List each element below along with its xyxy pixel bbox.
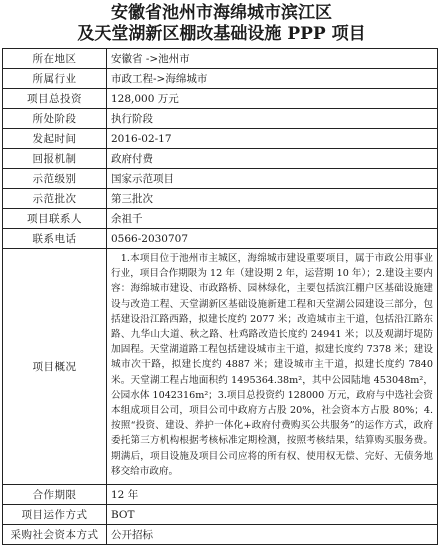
row-location — [3, 49, 438, 69]
industry-value: 市政工程->海绵城市 — [107, 69, 438, 89]
term-value: 12 年 — [107, 485, 438, 505]
row-operation-mode — [3, 505, 438, 525]
demo-batch-label: 示范批次 — [3, 189, 107, 209]
row-contact — [3, 209, 438, 229]
row-demo-level — [3, 169, 438, 189]
phone-label: 联系电话 — [3, 229, 107, 249]
procurement-label: 采购社会资本方式 — [3, 525, 107, 545]
title-line-1: 安徽省池州市海绵城市滨江区 — [111, 3, 332, 23]
row-investment — [3, 89, 438, 109]
title-line-2: 及天堂湖新区棚改基础设施 PPP 项目 — [77, 24, 366, 44]
row-industry — [3, 69, 438, 89]
overview-value: 1.本项目位于池州市主城区，海绵城市建设重要项目，属于市政公用事业行业，项目合作期限为 12 年（建设期 2 年，运营期 10 年）；2.建设主要内容：海绵城市建设、市政路桥、园林绿化，主要包括滨江棚户区基础设施建设与改造工程、天堂湖新区基础设施新建工程和天堂湖公园建设三部分，包括建设沿江路西路，拟建长度约 2077 米；改造城市主干道，包括沿江路东路、九华山大道、秋之路、杜鸡路改造长度约 24941 米；以及观湖圩堤防加固程。天堂湖道路工程包括建设城市主干道，拟建长度约 7378 米；建设城市次干路，拟建长度约 4887 米；建设城市主干道，拟建长度约 7840 米。天堂湖工程占地面积约 1495364.38m²，其中公园陆地 453048m²，公园水体 1042316m²；3.项目总投资约 128000 万元，政府与中选社会资本组成项目公司，项目公司中政府方占股 20%，社会资本方占股 80%；4.按照“投资、建设、养护一体化+政府付费购买公共服务”的运作方式，政府委托第三方机构根据考核标准定期检测，按照考核结果，结算购买服务费。期满后，项目设施及项目公司应将的所有权、使用权无偿、完好、无债务地移交给市政府。 — [107, 249, 438, 485]
demo-batch-value: 第三批次 — [107, 189, 438, 209]
location-value: 安徽省 ->池州市 — [107, 49, 438, 69]
phone-value: 0566-2030707 — [107, 229, 438, 249]
demo-level-value: 国家示范项目 — [107, 169, 438, 189]
industry-label: 所属行业 — [3, 69, 107, 89]
demo-level-label: 示范级别 — [3, 169, 107, 189]
return-mechanism-value: 政府付费 — [107, 149, 438, 169]
row-overview — [3, 249, 438, 485]
document-title — [0, 0, 443, 46]
row-stage — [3, 109, 438, 129]
return-mechanism-label: 回报机制 — [3, 149, 107, 169]
overview-label: 项目概况 — [3, 249, 107, 485]
stage-value: 执行阶段 — [107, 109, 438, 129]
row-publish-date — [3, 129, 438, 149]
procurement-value: 公开招标 — [107, 525, 438, 545]
publish-date-label: 发起时间 — [3, 129, 107, 149]
contact-label: 项目联系人 — [3, 209, 107, 229]
row-demo-batch — [3, 189, 438, 209]
investment-label: 项目总投资 — [3, 89, 107, 109]
investment-value: 128,000 万元 — [107, 89, 438, 109]
location-label: 所在地区 — [3, 49, 107, 69]
contact-value: 余祖千 — [107, 209, 438, 229]
publish-date-value: 2016-02-17 — [107, 129, 438, 149]
project-info-table — [2, 48, 438, 545]
row-phone — [3, 229, 438, 249]
operation-mode-label: 项目运作方式 — [3, 505, 107, 525]
row-term — [3, 485, 438, 505]
operation-mode-value: BOT — [107, 505, 438, 525]
stage-label: 所处阶段 — [3, 109, 107, 129]
term-label: 合作期限 — [3, 485, 107, 505]
row-return-mechanism — [3, 149, 438, 169]
